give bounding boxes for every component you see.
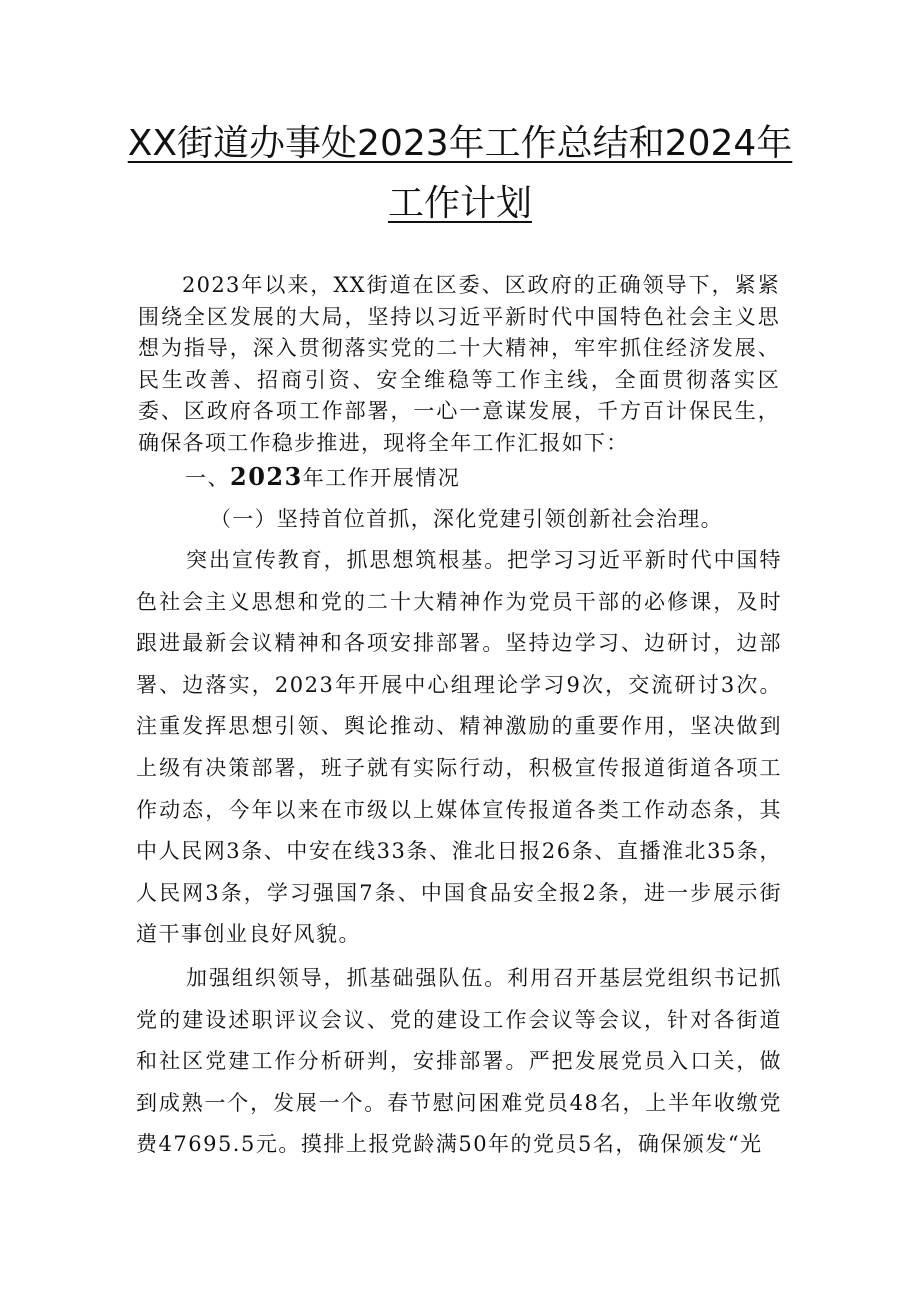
body-paragraph-1: 突出宣传教育，抓思想筑根基。把学习习近平新时代中国特色社会主义思想和党的二十大精神作为党员干部的必修课，及时跟进最新会议精神和各项安排部署。坚持边学习、边研讨，边部署、边落实，2023年开展中心组理论学习9次，交流研讨3次。注重发挥思想引领、舆论推动、精神激励的重要作用，坚决做到上级有决策部署，班子就有实际行动，积极宣传报道街道各项工作动态，今年以来在市级以上媒体宣传报道各类工作动态条，其中人民网3条、中安在线33条、淮北日报26条、直播淮北35条，人民网3条，学习强国7条、中国食品安全报2条，进一步展示街道干事创业良好风貌。 — [136, 548, 782, 947]
section-heading-suffix: 年工作开展情况 — [302, 466, 461, 490]
section-heading-year: 2023 — [230, 462, 303, 491]
document-title-line-1: XX街道办事处2023年工作总结和2024年 — [127, 123, 793, 164]
document-title-line-2: 工作计划 — [387, 183, 532, 224]
intro-paragraph: 2023年以来，XX街道在区委、区政府的正确领导下，紧紧围绕全区发展的大局，坚持以习近平新时代中国特色社会主义思想为指导，深入贯彻落实党的二十大精神，牢牢抓住经济发展、民生改善、招商引资、安全维稳等工作主线，全面贯彻落实区委、区政府各项工作部署，一心一意谋发展，千方百计保民生，确保各项工作稳步推进，现将全年工作汇报如下： — [138, 273, 780, 455]
body-paragraph-2: 加强组织领导，抓基础强队伍。利用召开基层党组织书记抓党的建设述职评议会议、党的建设工作会议等会议，针对各街道和社区党建工作分析研判，安排部署。严把发展党员入口关，做到成熟一个，发展一个。春节慰问困难党员48名，上半年收缴党费47695.5元。摸排上报党龄满50年的党员5名，确保颁发“光 — [136, 966, 782, 1157]
subsection-heading-1: （一）坚持首位首抓，深化党建引领创新社会治理。 — [210, 507, 723, 531]
section-heading-1 — [185, 460, 460, 495]
section-heading-prefix: 一、 — [185, 466, 230, 490]
